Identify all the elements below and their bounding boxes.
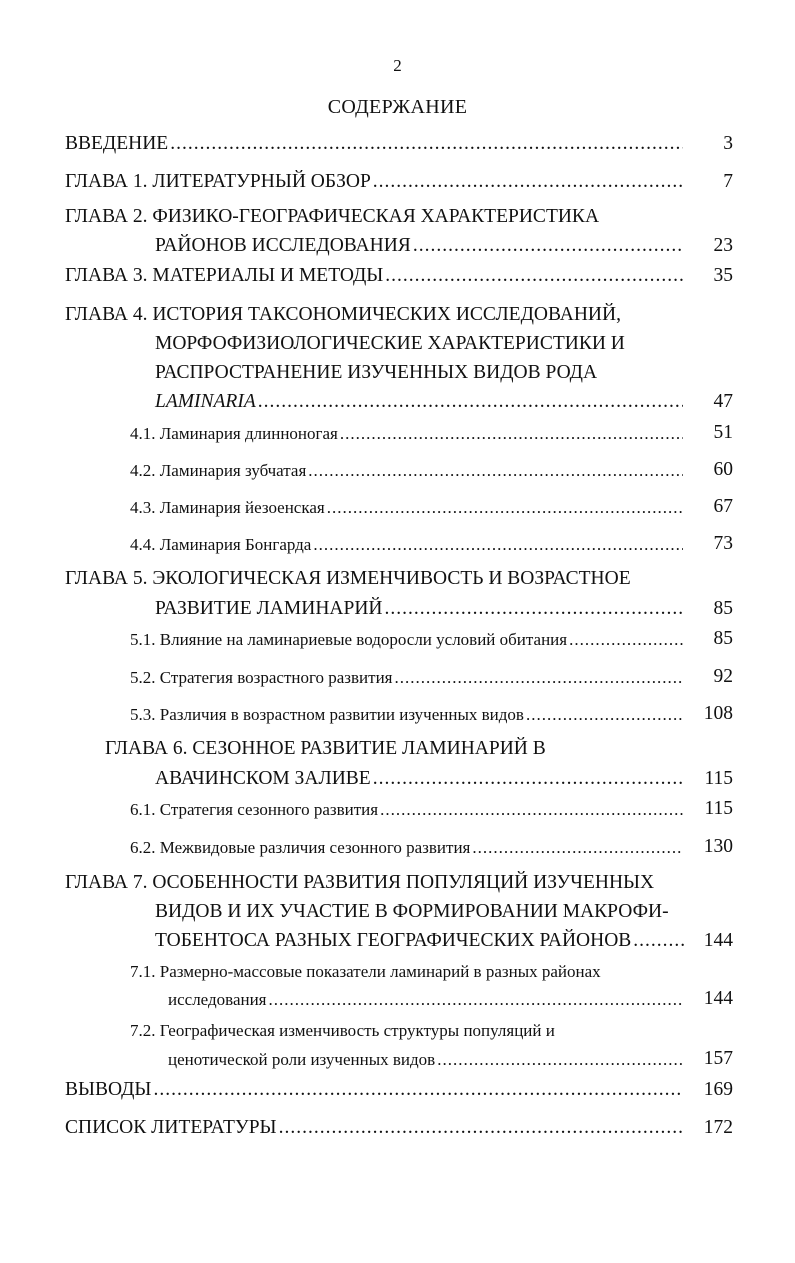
toc-entry-title: 5.1. Влияние на ламинариевые водоросли условий обитания [130,630,568,649]
toc-entry-chapter-2-line-1[interactable]: ГЛАВА 2. ФИЗИКО-ГЕОГРАФИЧЕСКАЯ ХАРАКТЕРИСТИКА [65,206,600,227]
toc-entry-section-4-1[interactable] [130,424,685,452]
toc-entry-title: РАЗВИТИЕ ЛАМИНАРИЙ [155,598,383,619]
toc-page-number: 157 [703,1048,733,1069]
leader-dots [385,598,684,620]
toc-entry-section-5-2[interactable] [130,668,685,696]
toc-entry-chapter-1[interactable] [65,171,685,199]
toc-page-number: 108 [703,703,733,724]
toc-entry-section-4-3[interactable] [130,498,685,526]
toc-entry-section-6-1[interactable] [130,800,685,828]
leader-dots [340,424,683,444]
toc-page-number: 23 [713,235,733,256]
toc-page-number: 144 [703,930,733,951]
leader-dots [373,171,683,193]
leader-dots [313,535,683,555]
toc-entry-section-5-3[interactable] [130,705,685,733]
toc-entry-section-7-1[interactable] [168,990,685,1018]
toc-entry-chapter-4-line-2[interactable]: МОРФОФИЗИОЛОГИЧЕСКИЕ ХАРАКТЕРИСТИКИ И [155,333,625,354]
toc-entry-section-7-1-line-1[interactable]: 7.1. Размерно-массовые показатели ламинарий в разных районах [130,962,601,981]
toc-entry-title: 6.2. Межвидовые различия сезонного развития [130,838,471,857]
toc-page-number: 3 [723,133,733,154]
toc-entry-section-7-2-line-1[interactable]: 7.2. Географическая изменчивость структуры популяций и [130,1021,555,1040]
toc-entry-section-4-4[interactable] [130,535,685,563]
toc-entry-chapter-3[interactable] [65,265,685,293]
toc-entry-title: LAMINARIA [155,391,256,412]
toc-entry-title: 5.3. Различия в возрастном развитии изученных видов [130,705,524,724]
leader-dots [526,705,683,725]
toc-entry-chapter-7-line-1[interactable]: ГЛАВА 7. ОСОБЕННОСТИ РАЗВИТИЯ ПОПУЛЯЦИЙ ИЗУЧЕННЫХ [65,872,655,893]
toc-entry-title: 4.4. Ламинария Бонгарда [130,535,312,554]
toc-entry-chapter-7-line-2[interactable]: ВИДОВ И ИХ УЧАСТИЕ В ФОРМИРОВАНИИ МАКРОФИ- [155,901,669,922]
toc-entry-section-4-2[interactable] [130,461,685,489]
toc-page-number: 115 [704,768,733,789]
leader-dots [258,391,683,413]
leader-dots [308,461,683,481]
leader-dots [472,838,683,858]
toc-entry-title: ГЛАВА 1. ЛИТЕРАТУРНЫЙ ОБЗОР [65,171,371,192]
leader-dots [269,990,683,1010]
toc-entry-title: ГЛАВА 3. МАТЕРИАЛЫ И МЕТОДЫ [65,265,384,286]
toc-page-number: 73 [713,533,733,554]
toc-entry-title: РАЙОНОВ ИССЛЕДОВАНИЯ [155,235,411,256]
toc-entry-intro[interactable] [65,133,685,161]
toc-entry-title: 6.1. Стратегия сезонного развития [130,800,379,819]
toc-page-number: 51 [713,422,733,443]
page-title: СОДЕРЖАНИЕ [327,96,468,118]
toc-entry-section-5-1[interactable] [130,630,685,658]
leader-dots [380,800,683,820]
leader-dots [327,498,683,518]
toc-entry-title: 4.1. Ламинария длинноногая [130,424,338,443]
toc-entry-title: АВАЧИНСКОМ ЗАЛИВЕ [155,768,371,789]
leader-dots [413,235,683,257]
leader-dots [569,630,683,650]
toc-entry-references[interactable] [65,1117,685,1145]
toc-entry-conclusions[interactable] [65,1079,685,1107]
toc-entry-title: ВВЕДЕНИЕ [65,133,169,154]
toc-entry-title: исследования [168,990,267,1009]
leader-dots [373,768,683,790]
leader-dots [437,1050,683,1070]
toc-page-number: 169 [703,1079,733,1100]
toc-page-number: 130 [703,836,733,857]
toc-entry-section-6-2[interactable] [130,838,685,866]
toc-page-number: 144 [703,988,733,1009]
toc-entry-chapter-7[interactable] [155,930,687,958]
leader-dots [279,1117,683,1139]
toc-entry-title: 5.2. Стратегия возрастного развития [130,668,393,687]
toc-entry-chapter-4[interactable] [155,391,685,419]
toc-page-number: 115 [704,798,733,819]
leader-dots [395,668,684,688]
toc-entry-title: ценотической роли изученных видов [168,1050,436,1069]
toc-page-number: 172 [703,1117,733,1138]
toc-entry-chapter-6[interactable] [155,768,685,796]
leader-dots [170,133,683,155]
toc-entry-chapter-2[interactable] [155,235,685,263]
toc-page-number: 47 [713,391,733,412]
toc-entry-title: ТОБЕНТОСА РАЗНЫХ ГЕОГРАФИЧЕСКИХ РАЙОНОВ [155,930,632,951]
toc-entry-chapter-6-line-1[interactable]: ГЛАВА 6. СЕЗОННОЕ РАЗВИТИЕ ЛАМИНАРИЙ В [105,738,546,759]
toc-page-number: 67 [713,496,733,517]
toc-entry-chapter-5-line-1[interactable]: ГЛАВА 5. ЭКОЛОГИЧЕСКАЯ ИЗМЕНЧИВОСТЬ И ВОЗРАСТНОЕ [65,568,631,589]
leader-dots [153,1079,683,1101]
toc-entry-title: 4.3. Ламинария йезоенская [130,498,325,517]
toc-page-number: 85 [713,598,733,619]
toc-page-number: 35 [713,265,733,286]
toc-entry-title: 4.2. Ламинария зубчатая [130,461,307,480]
toc-page-number: 60 [713,459,733,480]
toc-entry-title: СПИСОК ЛИТЕРАТУРЫ [65,1117,277,1138]
page-number: 2 [393,56,402,75]
toc-entry-title: ВЫВОДЫ [65,1079,152,1100]
toc-entry-chapter-4-line-1[interactable]: ГЛАВА 4. ИСТОРИЯ ТАКСОНОМИЧЕСКИХ ИССЛЕДОВАНИЙ, [65,304,621,325]
toc-page-number: 7 [723,171,733,192]
toc-entry-section-7-2[interactable] [168,1050,685,1078]
leader-dots [385,265,683,287]
toc-page-number: 92 [713,666,733,687]
toc-page-number: 85 [713,628,733,649]
toc-entry-chapter-5[interactable] [155,598,685,626]
toc-entry-chapter-4-line-3[interactable]: РАСПРОСТРАНЕНИЕ ИЗУЧЕННЫХ ВИДОВ РОДА [155,362,598,383]
